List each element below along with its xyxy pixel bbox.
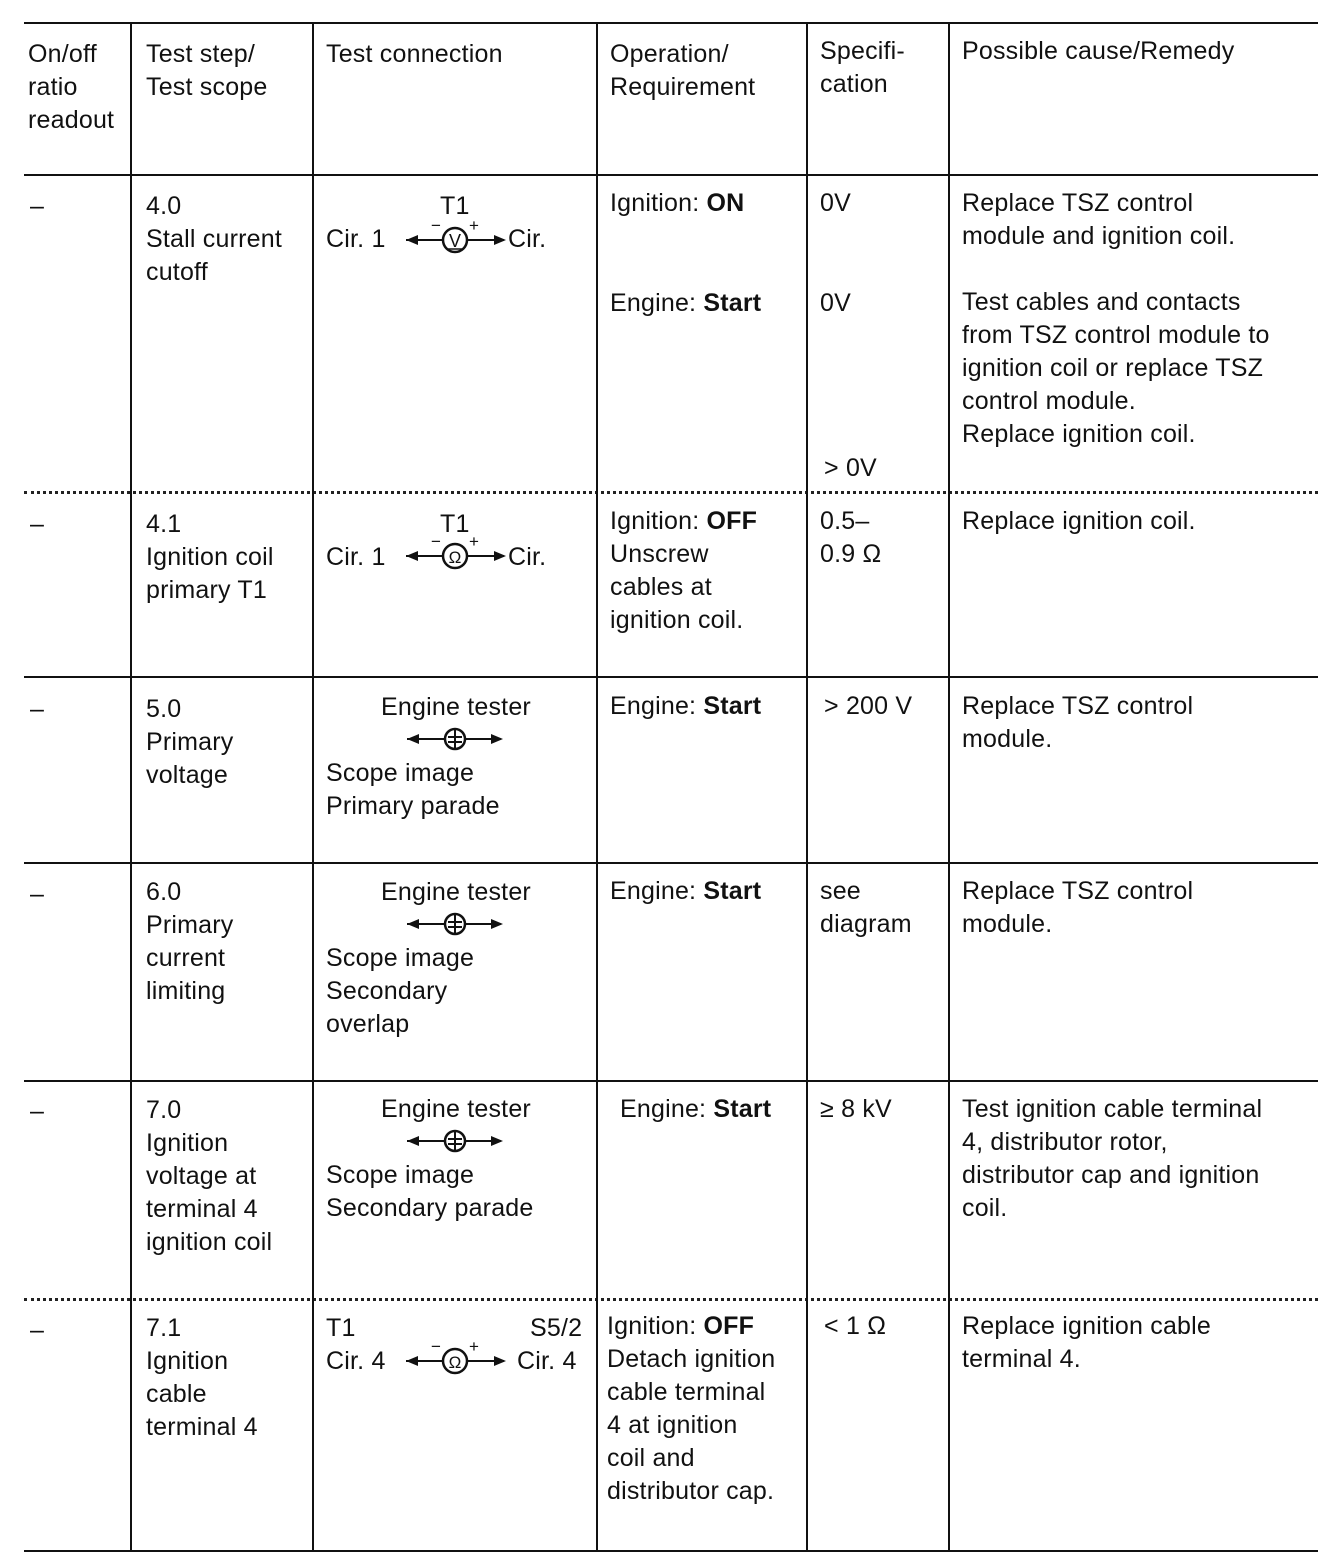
row-divider-dotted [24, 1298, 1318, 1301]
ohmmeter-icon [404, 1341, 508, 1381]
voltmeter-icon [404, 220, 508, 260]
conn-top-5-0: Engine tester [381, 693, 531, 721]
conn-top-7-0: Engine tester [381, 1095, 531, 1123]
svg-text:−: − [431, 1341, 441, 1356]
svg-text:V: V [448, 231, 462, 251]
op-7-1: Ignition: OFF Detach ignition cable terminal 4 at ignition coil and distributor cap. [607, 1312, 776, 1505]
remedy-4-0-a: Replace TSZ control module and ignition coil. [962, 189, 1236, 250]
op-5-0: Engine: Start [610, 692, 762, 720]
column-divider [130, 22, 132, 1552]
spec-7-0: ≥ 8 kV [820, 1095, 892, 1123]
step-4-0: 4.0 Stall current cutoff [146, 192, 282, 286]
svg-text:+: + [469, 220, 479, 235]
op-4-1: Ignition: OFF Unscrew cables at ignition coil. [610, 507, 758, 634]
ohmmeter-icon [404, 536, 508, 576]
readout-6-0: – [30, 880, 45, 908]
op-7-0: Engine: Start [620, 1095, 772, 1123]
step-7-0: 7.0 Ignition voltage at terminal 4 ignition coil [146, 1096, 273, 1256]
header-remedy: Possible cause/Remedy [962, 37, 1235, 65]
conn-right-4-0: Cir. [508, 225, 547, 253]
table-bottom-border [24, 1550, 1318, 1552]
conn-bottom-6-0: Scope image Secondary overlap [326, 944, 475, 1038]
op-6-0: Engine: Start [610, 877, 762, 905]
op-ignition-on: Ignition: ON [610, 189, 745, 217]
header-operation: Operation/ Requirement [610, 40, 756, 101]
conn-right-7-1: Cir. 4 [517, 1347, 577, 1375]
svg-text:−: − [431, 220, 441, 235]
header-readout: On/off ratio readout [28, 40, 115, 134]
conn-top-6-0: Engine tester [381, 878, 531, 906]
readout-7-1: – [30, 1316, 45, 1344]
step-6-0: 6.0 Primary current limiting [146, 878, 234, 1005]
engine-tester-icon [405, 909, 505, 939]
remedy-4-0-b: Test cables and contacts from TSZ control module to ignition coil or replace TSZ control module. Replace ignition coil. [962, 288, 1270, 448]
conn-top-4-1: T1 [440, 510, 470, 538]
spec-4-1: 0.5– 0.9 Ω [820, 507, 882, 568]
column-divider [312, 22, 314, 1552]
column-divider [806, 22, 808, 1552]
row-divider [24, 676, 1318, 678]
remedy-5-0: Replace TSZ control module. [962, 692, 1194, 753]
conn-top-left-7-1: T1 [326, 1314, 356, 1342]
conn-top-right-7-1: S5/2 [530, 1314, 583, 1342]
conn-top-4-0: T1 [440, 192, 470, 220]
op-engine-start: Engine: Start [610, 289, 762, 317]
table-top-border [24, 22, 1318, 24]
conn-left-7-1: Cir. 4 [326, 1347, 386, 1375]
spec-6-0: see diagram [820, 877, 912, 938]
header-test-connection: Test connection [326, 40, 503, 68]
readout-5-0: – [30, 695, 45, 723]
row-divider [24, 1080, 1318, 1082]
svg-text:−: − [431, 536, 441, 551]
column-divider [948, 22, 950, 1552]
svg-text:Ω: Ω [448, 1353, 462, 1372]
row-divider [24, 862, 1318, 864]
step-7-1: 7.1 Ignition cable terminal 4 [146, 1314, 258, 1441]
remedy-7-0: Test ignition cable terminal 4, distributor rotor, distributor cap and ignition coil. [962, 1095, 1263, 1222]
spec-4-0-a: 0V [820, 189, 851, 217]
svg-text:+: + [469, 536, 479, 551]
conn-left-4-1: Cir. 1 [326, 543, 386, 571]
remedy-4-1: Replace ignition coil. [962, 507, 1196, 535]
readout-4-0: – [30, 192, 45, 220]
header-specification: Specifi- cation [820, 37, 905, 98]
conn-left-4-0: Cir. 1 [326, 225, 386, 253]
svg-text:Ω: Ω [448, 548, 462, 567]
spec-5-0: > 200 V [824, 692, 913, 720]
engine-tester-icon [405, 724, 505, 754]
header-test-step: Test step/ Test scope [146, 40, 268, 101]
readout-4-1: – [30, 510, 45, 538]
svg-text:+: + [469, 1341, 479, 1356]
row-divider-dotted [24, 491, 1318, 494]
readout-7-0: – [30, 1097, 45, 1125]
spec-7-1: < 1 Ω [824, 1312, 887, 1340]
remedy-6-0: Replace TSZ control module. [962, 877, 1194, 938]
conn-right-4-1: Cir. [508, 543, 547, 571]
column-divider [596, 22, 598, 1552]
header-bottom-border [24, 174, 1318, 176]
conn-bottom-5-0: Scope image Primary parade [326, 759, 500, 820]
engine-tester-icon [405, 1126, 505, 1156]
spec-4-0-b: 0V [820, 289, 851, 317]
conn-bottom-7-0: Scope image Secondary parade [326, 1161, 534, 1222]
step-4-1: 4.1 Ignition coil primary T1 [146, 510, 274, 604]
remedy-7-1: Replace ignition cable terminal 4. [962, 1312, 1212, 1373]
spec-4-0-c: > 0V [824, 454, 877, 482]
step-5-0: 5.0 Primary voltage [146, 695, 234, 789]
